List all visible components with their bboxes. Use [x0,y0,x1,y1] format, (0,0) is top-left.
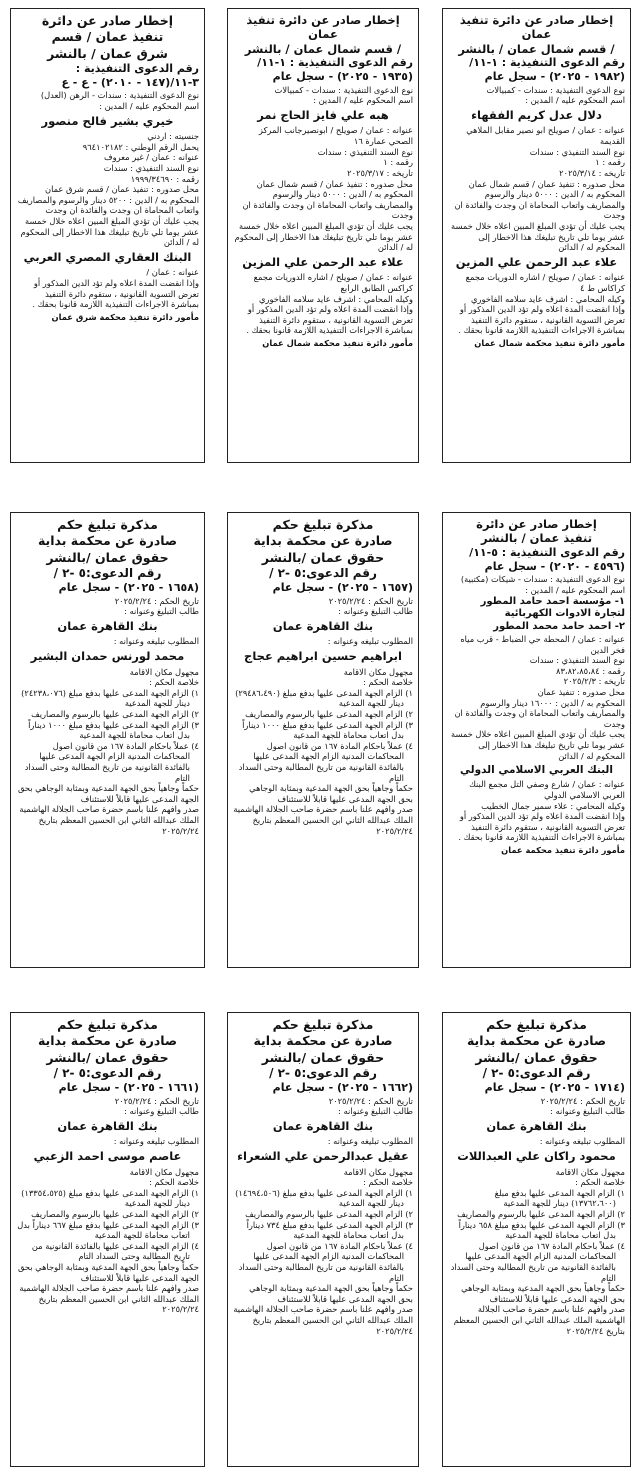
notice-line: نوع السند التنفيذي : سندات [529,146,625,157]
judgment-item: ٤) عملاً باحكام المادة ١٦٧ من قانون اصول المحاكمات المدنية الزام الجهة المدعى عليها بالفائدة القانونية من تاريخ المطالبة وحتى السداد التام [450,1240,625,1283]
notice-header-line: صادرة عن محكمة بداية [253,533,393,549]
notice-line: محل صدوره : تنفيذ عمان [537,687,625,697]
judgment-date: تاريخ الحكم : ٢٠٢٥/٢/٢٤ [114,1095,199,1106]
notice-footer: مأمور دائرة تنفيذ محكمة شمال عمان [262,337,413,348]
notice-footer: مأمور دائرة تنفيذ محكمة شمال عمان [474,337,625,348]
notice-header-line: صادرة عن محكمة بداية [37,1033,178,1049]
judgment-item: ٢) الزام الجهة المدعى عليها بالرسوم والمصاريف [31,1208,199,1219]
debtor-name: ١- مؤسسة احمد حامد المطور لتجارة الادوات الكهربائية [480,595,625,620]
creditor-name: علاء عبد الرحمن علي المزين [455,254,618,269]
judgment-item: ٢) الزام الجهة المدعى عليها بالرسوم والمصاريف [245,1208,413,1219]
defendant-name: محمد لورنس حمدان البشير [30,648,185,663]
notice-header-line: إخطار صادر عن دائرة [41,13,174,28]
notice-header-line: شرق عمان / بالنشر [47,45,168,61]
notice-header-line: صادرة عن محكمة بداية [253,1033,393,1049]
judgment-closing: صدر وافهم علنا باسم حضرة صاحب الجلالة الهاشمية الملك عبدالله الثاني ابن الحسين المعظم بتاريخ ٢٠٢٥/٢/٢٤ [19,804,199,836]
judgment-item: ٢) الزام الجهة المدعى عليها بالرسوم والمصاريف [457,1208,625,1219]
case-number: رقم الدعوى:٥ -٢ / [482,1065,591,1080]
judgment-item: ٤) الزام الجهة المدعى عليها بالفائدة القانونية من تاريخ المطالبة وحتى السداد التام [31,1240,199,1262]
requester-label: طالب التبليغ وعنوانه : [124,1106,199,1117]
judgment-item: ٣) الزام الجهة المدعى عليها بدفع مبلغ ١٠٠٠ ديناراً بدل اتعاب محاماة للجهة المدعية [242,719,413,741]
requester-bank: بنك القاهرة عمان [272,1118,374,1133]
notice-line: عنوانه : عمان / صويلح / اشاره الدوريات مجمع كراكس الطابق الرابع [253,272,413,293]
requester-bank: بنك القاهرة عمان [272,618,374,633]
judgment-item: ٤) عملاً باحكام المادة ١٦٧ من قانون اصول المحاكمات المدنية الزام الجهة المدعى عليها بالفائدة القانونية من تاريخ المطالبة وحتى السداد التام [238,740,413,783]
notice-line: نوع السند التنفيذي : سندات [103,162,199,173]
notice-line: المحكوم به / الدين : ٥٠٠٠ دينار والرسوم والمصاريف واتعاب المحاماة ان وجدت والفائدة ان وجدت [454,189,625,221]
notice-line: عنوانه : عمان / شارع وصفي التل مجمع البنك العربي الاسلامي الدولي [469,779,625,801]
judgment-closing: صدر وافهم علنا باسم حضرة صاحب الجلالة الهاشمية الملك عبدالله الثاني ابن الحسين المعظم بتاريخ ٢٠٢٥/٢/٢٤ [19,1283,199,1315]
debtor-name: خيري بشير فالح منصور [41,113,174,128]
notice-line: اسم المحكوم عليه / المدين : [525,584,625,595]
judgment-notice-1657 [227,512,419,968]
notice-header-line: صادرة عن محكمة بداية [466,1033,607,1049]
notice-line: محل صدوره : تنفيذ عمان / قسم شمال عمان [468,178,625,189]
judgment-paragraph: حكماً وجاهياً بحق الجهة المدعية وبمثابة الوجاهي بحق الجهة المدعى عليها قابلاً للاستئناف [249,783,413,804]
notice-line: مجهول مكان الاقامة [343,666,413,677]
notice-line: اسم المحكوم عليه / المدين : [313,95,413,106]
notice-line: محل صدوره : تنفيذ عمان / قسم شمال عمان [256,178,413,189]
defendant-name: عقيل عبدالرحمن علي الشعراء [237,1148,409,1163]
notice-header-line: إخطار صادر عن دائرة تنفيذ عمان [246,13,400,42]
notice-line: وإذا انقضت المدة اعلاه ولم تؤد الدين المذكور أو تعرض التسوية القانونية ، ستقوم دائرة التنفيذ بمباشرة الاجراءات التنفيذية اللازمة قانونا بحقك . [32,277,199,310]
judgment-date: تاريخ الحكم : ٢٠٢٥/٢/٢٤ [328,1095,413,1106]
case-number: رقم الدعوى:٥ -٢ / [53,565,162,580]
case-register: (١٧١٤ - ٢٠٢٥) - سجل عام [484,1081,625,1095]
judgment-paragraph: حكماً وجاهياً بحق الجهة المدعية وبمثابة الوجاهي بحق الجهة المدعى عليها قابلاً للاستئناف [17,1261,199,1283]
judgment-item: ٢) الزام الجهة المدعى عليها بالرسوم والمصاريف [245,708,413,719]
target-label: المطلوب تبليغه وعنوانه : [113,1136,199,1147]
notice-line: رقمه : ٨٣،٨٢،٨٥،٨٤ [556,665,625,676]
notice-line: رقمه : ١ [383,157,413,168]
notice-line: تاريخه : ٢٠٢٥/٣/١٧ [347,167,413,178]
notice-line: مجهول مكان الاقامة [555,1166,625,1177]
notice-line: عنوانه : عمان / صويلح / ابونصيرجانب المركز الصحي عمارة ١٦ [258,125,413,147]
notice-line: عنوانه : عمان / غير معروف [103,152,199,163]
notice-line: يجب عليك أن تؤدي المبلغ المبين اعلاه خلال خمسة عشر يوما تلي تاريخ تبليغك هذا الاخطار إلى المحكوم له / الدائن [451,220,625,253]
notice-line: وإذا انقضت المدة اعلاه ولم تؤد الدين المذكور أو تعرض التسوية القانونية ، ستقوم دائرة التنفيذ بمباشرة الاجراءات التنفيذية اللازمة قانونا بحقك . [458,811,625,843]
case-number: رقم الدعوى:٥ -٢ / [53,1065,162,1080]
case-register: ٣-١١/(١٤٧ - ٢٠١٠) - ع - ع [61,76,199,90]
judgment-item: ٣) الزام الجهة المدعى عليها بدفع مبلغ ٧٣٤ ديناراً بدل اتعاب محاماة للجهة المدعية [246,1219,413,1241]
notice-line: خلاصة الحكم : [363,677,413,688]
notice-header-line: تنفيذ عمان / قسم [51,29,164,45]
notice-line: نوع السند التنفيذي : سندات [529,655,625,666]
judgment-item: ٣) الزام الجهة المدعى عليها بدفع مبلغ ١٠٠٠ ديناراً بدل اتعاب محاماة للجهة المدعية [28,719,199,741]
execution-notice-amman-4596 [442,512,631,968]
creditor-name: البنك العقاري المصري العربي [23,249,192,264]
notice-header-line: تنفيذ عمان / بالنشر [480,531,593,546]
judgment-item: ٢) الزام الجهة المدعى عليها بالرسوم والمصاريف [31,708,199,719]
notice-line: وكيله المحامي : علاء سمير جمال الخطيب [481,800,625,811]
judgment-item: ٣) الزام الجهة المدعى عليها بدفع مبلغ ٦٦٧ ديناراً بدل اتعاب محاماة للجهة المدعية [17,1219,199,1241]
creditor-name: علاء عبد الرحمن علي المزين [242,254,404,269]
defendant-name: عاصم موسى احمد الزعبي [33,1148,182,1163]
notice-line: مجهول مكان الاقامة [129,666,199,677]
judgment-closing: صدر وافهم علنا باسم حضرة صاحب الجلالة الهاشمية الملك عبدالله الثاني ابن الحسين المعظم بتاريخ ٢٠٢٥/٢/٢٤ [453,1304,625,1336]
judgment-item: ٤) عملاً باحكام المادة ١٦٧ من قانون اصول المحاكمات المدنية الزام الجهة المدعى عليها بالفائدة القانونية من تاريخ المطالبة وحتى السداد التام [238,1240,413,1283]
case-number: رقم الدعوى التنفيذية : ١-١١/ [469,56,625,70]
judgment-item: ٤) عملاً باحكام المادة ١٦٧ من قانون اصول المحاكمات المدنية الزام الجهة المدعى عليها بالفائدة القانونية من تاريخ المطالبة وحتى السداد التام [24,740,199,783]
notice-line: المحكوم به / الدين : ١٦٠٠٠ دينار والرسوم والمصاريف واتعاب المحاماة ان وجدت والفائدة ان وجدت [454,697,625,729]
judgment-date: تاريخ الحكم : ٢٠٢٥/٢/٢٤ [540,1095,625,1106]
case-number: رقم الدعوى:٥ -٢ / [269,565,377,580]
debtor-name: دلال عدل كريم الفقهاء [471,107,602,122]
notice-line: المحكوم به / الدين : ٥٢٠٠ دينار والرسوم والمصاريف واتعاب المحاماة ان وجدت والفائدة ان وجدت [17,194,199,216]
notice-line: وكيله المحامي : اشرف عايد سلامه الفاخوري [259,293,413,304]
notice-line: نوع الدعوى التنفيذية : سندات - شيكات (مكتبية) [460,574,625,585]
notice-line: وإذا انقضت المدة اعلاه ولم تؤد الدين المذكور أو تعرض التسوية القانونية ، ستقوم دائرة التنفيذ بمباشرة الاجراءات التنفيذية اللازمة قانونا بحقك . [458,304,625,336]
execution-notice-north-amman-1982 [442,8,631,463]
execution-notice-east-amman [10,8,205,463]
judgment-closing: صدر وافهم علنا باسم حضرة صاحب الجلالة الهاشمية الملك عبدالله الثاني ابن الحسين المعظم بتاريخ ٢٠٢٥/٢/٢٤ [233,1304,413,1336]
execution-notice-north-amman-1935 [227,8,419,463]
notice-line: مجهول مكان الاقامة [129,1166,199,1177]
judgment-items [233,1188,413,1283]
requester-label: طالب التبليغ وعنوانه : [338,606,413,617]
notice-line: عنوانه : عمان / صويلح ابو نصير مقابل الملاهي القديمة [466,125,625,147]
requester-bank: بنك القاهرة عمان [57,618,158,633]
judgment-date: تاريخ الحكم : ٢٠٢٥/٢/٢٤ [328,595,413,606]
notice-header-line: مذكرة تبليغ حكم [272,1017,374,1032]
notice-line: جنسيته : اردني [147,131,199,142]
notice-header-line: / قسم شمال عمان / بالنشر [244,41,402,56]
notice-line: خلاصة الحكم : [363,1177,413,1188]
notice-line: يجب عليك أن تؤدي المبلغ المبين اعلاه خلال خمسة عشر يوما تلي تاريخ تبليغك هذا الاخطار إلى المحكوم له / الدائن [234,220,413,253]
judgment-closing: صدر وافهم علنا باسم حضرة صاحب الجلالة الهاشمية الملك عبدالله الثاني ابن الحسين المعظم بتاريخ ٢٠٢٥/٢/٢٤ [233,804,413,836]
notice-header-line: حقوق عمان /بالنشر [46,1049,169,1065]
judgment-date: تاريخ الحكم : ٢٠٢٥/٢/٢٤ [114,595,199,606]
notice-header-line: / قسم شمال عمان / بالنشر [458,41,615,56]
judgment-item: ٣) الزام الجهة المدعى عليها بدفع مبلغ ٦٥٨ ديناراً بدل اتعاب محاماة للجهة المدعية [458,1219,625,1241]
notice-header-line: مذكرة تبليغ حكم [486,1017,587,1032]
requester-label: طالب التبليغ وعنوانه : [550,1106,625,1117]
case-register: (١٦٦١ - ٢٠٢٥) - سجل عام [58,1081,199,1095]
judgment-notice-1714 [442,1012,631,1467]
judgment-item: ١) الزام الجهة المدعى عليها بدفع مبلغ (٢٩٤٨٦،٤٩٠) دينار للجهة المدعية [235,687,413,709]
judgment-item: ١) الزام الجهة المدعى عليها بدفع مبلغ (٢٤٢٣٨،٠٧٦) دينار للجهة المدعية [21,687,199,709]
target-label: المطلوب تبليغه وعنوانه : [113,636,199,647]
target-label: المطلوب تبليغه وعنوانه : [327,1136,413,1147]
notice-header-line: حقوق عمان /بالنشر [261,549,385,565]
judgment-notice-1662 [227,1012,419,1467]
notice-line: يجب عليك أن تؤدي المبلغ المبين اعلاه خلال خمسة عشر يوما تلي تاريخ تبليغك هذا الاخطار إلى المحكوم له / الدائن [20,215,199,248]
notice-line: خلاصة الحكم : [149,677,199,688]
judgment-paragraph: حكماً وجاهياً بحق الجهة المدعية وبمثابة الوجاهي بحق الجهة المدعى عليها قابلاً للاستئناف [249,1283,413,1304]
notice-header-line: مذكرة تبليغ حكم [57,517,158,532]
notice-line: نوع الدعوى التنفيذية : سندات - الرهن (العدل) [40,90,199,101]
notice-line: وإذا انقضت المدة اعلاه ولم تؤد الدين المذكور أو تعرض التسوية القانونية ، ستقوم دائرة التنفيذ بمباشرة الاجراءات التنفيذية اللازمة قانونا بحقك . [246,304,413,336]
case-number: رقم الدعوى التنفيذية : ٥-١١/ [469,545,625,559]
case-register: (٤٥٩٦ - ٢٠٢٠) - سجل عام [484,560,625,574]
notice-header-line: مذكرة تبليغ حكم [272,517,374,532]
notice-header-line: مذكرة تبليغ حكم [57,1017,158,1032]
requester-label: طالب التبليغ وعنوانه : [124,606,199,617]
judgment-item: ١) الزام الجهة المدعى عليها بدفع مبلغ (١٤٦٩٤،٥٠٦) دينار للجهة المدعية [235,1187,413,1209]
notice-line: عنوانه : عمان / [146,267,199,278]
notice-footer: مأمور دائرة تنفيذ محكمة شرق عمان [51,311,199,322]
case-number: رقم الدعوى التنفيذية : [75,61,199,75]
notice-header-line: حقوق عمان /بالنشر [475,1049,598,1065]
target-label: المطلوب تبليغه وعنوانه : [327,636,413,647]
judgment-items [233,688,413,783]
notice-line: خلاصة الحكم : [149,1177,199,1188]
notice-line: يحمل الرقم الوطني : ٩٦٤١٠٢١٨٢ [82,141,199,152]
debtor-name: ٢- احمد حامد محمد المطور [493,621,625,633]
judgment-items [16,688,199,783]
notice-line: نوع الدعوى التنفيذية : سندات - كمبيالات [274,84,413,95]
judgment-item: ١) الزام الجهة المدعى عليها بدفع مبلغ (١٣٣٥٤،٥٢٥) دينار للجهة المدعية [21,1187,199,1209]
notice-line: تاريخه : ٢٠٢٥/٢/٣ [563,676,625,687]
target-label: المطلوب تبليغه وعنوانه : [539,1136,625,1147]
judgment-paragraph: حكماً وجاهياً بحق الجهة المدعية وبمثابة الوجاهي بحق الجهة المدعى عليها قابلاً للاستئناف [461,1283,625,1304]
notice-line: عنوانه : عمان / صويلح / اشاره الدوريات مجمع كراكاس ط ٤ [465,272,625,293]
judgment-items [16,1188,199,1262]
notice-line: نوع الدعوى التنفيذية : سندات - كمبيالات [486,84,625,95]
debtor-name: هبه علي فايز الحاج نمر [257,107,389,122]
notice-line: رقمه : ١ [595,157,625,168]
notice-line: اسم المحكوم عليه / المدين : [525,95,625,106]
defendant-name: ابراهيم حسين ابراهيم عجاج [244,648,402,663]
notice-header-line: إخطار صادر عن دائرة تنفيذ عمان [459,13,614,42]
case-register: (١٦٦٢ - ٢٠٢٥) - سجل عام [272,1081,413,1095]
notice-line: محل صدوره : تنفيذ عمان / قسم شرق عمان [45,184,199,195]
requester-bank: بنك القاهرة عمان [486,1118,587,1133]
notice-line: مجهول مكان الاقامة [343,1166,413,1177]
judgment-paragraph: حكماً وجاهياً بحق الجهة المدعية وبمثابة الوجاهي بحق الجهة المدعى عليها قابلاً للاستئناف [17,783,199,804]
notice-line: نوع السند التنفيذي : سندات [317,146,413,157]
notice-line: يجب عليك أن تؤدي المبلغ المبين اعلاه خلال خمسة عشر يوما تلي تاريخ تبليغك هذا الاخطار إلى المحكوم له / الدائن [451,729,625,761]
requester-label: طالب التبليغ وعنوانه : [338,1106,413,1117]
defendant-name: محمود راكان علي العبداللات [457,1148,616,1163]
notice-header-line: صادرة عن محكمة بداية [37,533,178,549]
notice-line: رقمه : ١٩٩٩/٣٤٦٩٠ [130,173,199,184]
creditor-name: البنك العربي الاسلامي الدولي [460,764,613,777]
notice-header-line: حقوق عمان /بالنشر [261,1049,385,1065]
notice-line: اسم المحكوم عليه / المدين : [99,100,199,111]
notice-line: وكيله المحامي : اشرف عايد سلامه الفاخوري [471,293,625,304]
notice-line: تاريخه : ٢٠٢٥/٣/١٤ [559,167,625,178]
requester-bank: بنك القاهرة عمان [57,1118,158,1133]
judgment-items [448,1188,625,1283]
notice-line: المحكوم به / الدين : ٥٠٠٠ دينار والرسوم والمصاريف واتعاب المحاماة ان وجدت والفائدة ان وجدت [242,189,413,221]
notice-header-line: حقوق عمان /بالنشر [46,549,169,565]
notice-line: عنوانه : عمان / المحطة حي الضباط - قرب مياه فخر الدين [460,633,625,655]
case-register: (١٦٥٨ - ٢٠٢٥) - سجل عام [58,581,199,595]
notice-line: خلاصة الحكم : [575,1177,625,1188]
case-number: رقم الدعوى التنفيذية : ١-١١/ [257,56,413,70]
case-register: (١٩٣٥ - ٢٠٢٥) - سجل عام [272,70,413,84]
case-register: (١٦٥٧ - ٢٠٢٥) - سجل عام [272,581,413,595]
case-number: رقم الدعوى:٥ -٢ / [269,1065,377,1080]
case-register: (١٩٨٢ - ٢٠٢٥) - سجل عام [484,70,625,84]
judgment-item: ١) الزام الجهة المدعى عليها بدفع مبلغ (١٣٧٦٢،٦٠٠) دينار للجهة المدعية [494,1187,625,1209]
judgment-notice-1658 [10,512,205,968]
notice-header-line: إخطار صادر عن دائرة [476,517,597,531]
judgment-notice-1661 [10,1012,205,1467]
notice-footer: مأمور دائرة تنفيذ محكمة عمان [501,845,625,856]
